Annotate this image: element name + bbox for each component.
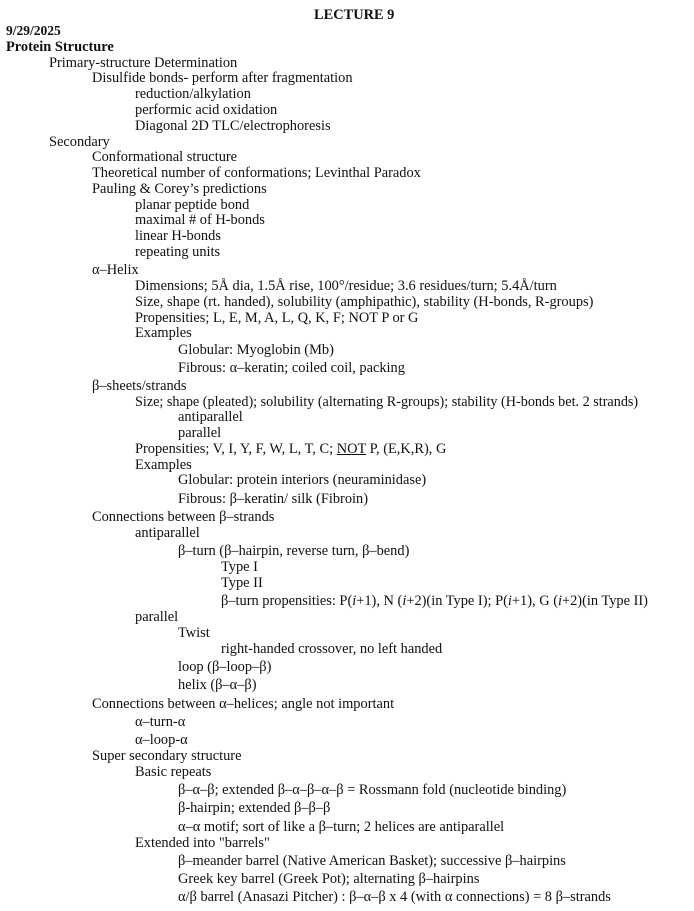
alpha-turn-line: α–turn-α: [135, 714, 186, 730]
primary-heading: Primary-structure Determination: [49, 55, 238, 71]
index-i: i: [402, 593, 407, 609]
bturn-type1: Type I: [221, 559, 258, 575]
twist-line: Twist: [178, 625, 210, 641]
secondary-heading: Secondary: [49, 134, 110, 150]
helix-fibrous: Fibrous: α–keratin; coiled coil, packing: [178, 360, 405, 376]
sheets-propensities-not: NOT: [336, 441, 367, 457]
sheets-parallel: parallel: [178, 425, 222, 441]
conformational-line: Conformational structure: [92, 149, 238, 165]
bturn-type2: Type II: [221, 575, 263, 591]
index-i: i: [507, 593, 512, 609]
bturn-propensities-pre: β–turn propensities: P(: [221, 593, 353, 609]
basic-repeats: Basic repeats: [135, 764, 212, 780]
bturn-propensities: [221, 593, 648, 609]
loop-line: loop (β–loop–β): [178, 659, 272, 675]
strand-connections-heading: Connections between β–strands: [92, 509, 275, 525]
meander-line: β–meander barrel (Native American Basket); successive β–hairpins: [178, 853, 566, 869]
helix-examples: Examples: [135, 325, 192, 341]
bturn-propensities-p1: +1), N (: [356, 593, 403, 609]
crossover-line: right-handed crossover, no left handed: [221, 641, 443, 657]
disulfide-line: Disulfide bonds- perform after fragmentation: [92, 70, 353, 86]
bturn-line: β–turn (β–hairpin, reverse turn, β–bend): [178, 543, 410, 559]
helix-globular: Globular: Myoglobin (Mb): [178, 342, 334, 358]
sheets-globular: Globular: protein interiors (neuraminidase): [178, 472, 427, 488]
supersecondary-heading: Super secondary structure: [92, 748, 242, 764]
sheets-propensities-a: Propensities; V, I, Y, F, W, L, T, C;: [135, 441, 337, 457]
primary-item: performic acid oxidation: [135, 102, 278, 118]
hairpin-line: β-hairpin; extended β–β–β: [178, 800, 331, 816]
strand-parallel: parallel: [135, 609, 179, 625]
sheets-propensities: [135, 441, 446, 457]
barrels-line: Extended into "barrels": [135, 835, 270, 851]
primary-item: reduction/alkylation: [135, 86, 251, 102]
index-i: i: [558, 593, 562, 609]
sheets-heading: β–sheets/strands: [92, 378, 187, 394]
bturn-propensities-p4: +2)(in Type II): [562, 593, 648, 609]
index-i: i: [352, 593, 357, 609]
lecture-date: 9/29/2025: [6, 23, 61, 38]
helix-dimensions: Dimensions; 5Å dia, 1.5Å rise, 100°/residue; 3.6 residues/turn; 5.4Å/turn: [135, 278, 557, 294]
helix-propensities: Propensities; L, E, M, A, L, Q, K, F; NOT P or G: [135, 310, 419, 326]
sheets-size: Size; shape (pleated); solubility (alternating R-groups); stability (H-bonds bet. 2 strands): [135, 394, 639, 410]
ab-barrel-line: α/β barrel (Anasazi Pitcher) : β–α–β x 4 (with α connections) = 8 β–strands: [178, 889, 611, 905]
sheets-antiparallel: antiparallel: [178, 409, 243, 425]
topic-heading: Protein Structure: [6, 39, 114, 55]
bturn-propensities-p2: +2)(in Type I); P(: [406, 593, 508, 609]
lecture-title: LECTURE 9: [314, 7, 395, 23]
sheets-fibrous: Fibrous: β–keratin/ silk (Fibroin): [178, 491, 368, 507]
pauling-line: Pauling & Corey’s predictions: [92, 181, 267, 197]
bab-line: β–α–β; extended β–α–β–α–β = Rossmann fold (nucleotide binding): [178, 782, 567, 798]
helix-heading: α–Helix: [92, 262, 139, 278]
primary-item: Diagonal 2D TLC/electrophoresis: [135, 118, 331, 134]
aa-motif-line: α–α motif; sort of like a β–turn; 2 helices are antiparallel: [178, 819, 505, 835]
pauling-item: linear H-bonds: [135, 228, 221, 244]
bturn-propensities-p3: +1), G (: [511, 593, 558, 609]
pauling-item: maximal # of H-bonds: [135, 212, 265, 228]
sheets-examples: Examples: [135, 457, 192, 473]
levinthal-line: Theoretical number of conformations; Levinthal Paradox: [92, 165, 421, 181]
sheets-propensities-b: P, (E,K,R), G: [366, 441, 447, 457]
helix-connection-line: helix (β–α–β): [178, 677, 257, 693]
pauling-item: repeating units: [135, 244, 221, 260]
greek-key-line: Greek key barrel (Greek Pot); alternating β–hairpins: [178, 871, 480, 887]
helix-connections-heading: Connections between α–helices; angle not important: [92, 696, 395, 712]
alpha-loop-line: α–loop-α: [135, 732, 188, 748]
helix-size: Size, shape (rt. handed), solubility (amphipathic), stability (H-bonds, R-groups): [135, 294, 594, 310]
pauling-item: planar peptide bond: [135, 197, 250, 213]
strand-antiparallel: antiparallel: [135, 525, 200, 541]
